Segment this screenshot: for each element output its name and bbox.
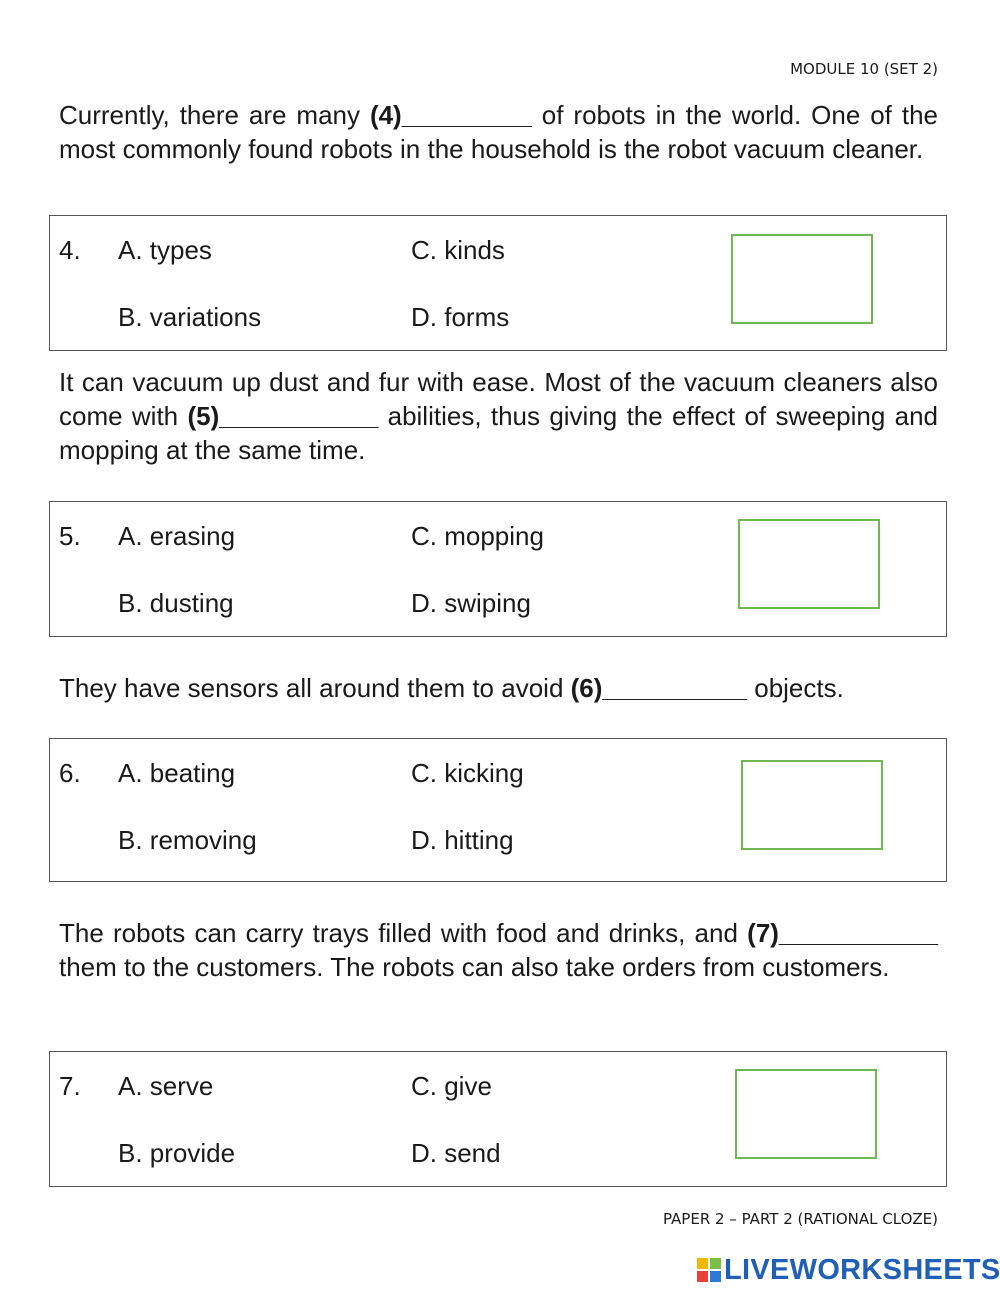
question-5-option-d[interactable]: D. swiping — [411, 588, 531, 618]
question-7-option-c[interactable]: C. give — [411, 1071, 492, 1101]
blank-6: (6)__________ — [570, 673, 748, 703]
module-label: MODULE 10 (SET 2) — [790, 60, 938, 78]
passage-2-text-before: It can vacuum up dust and fur with ease. Most of the vacuum cleaners also come with — [59, 367, 938, 431]
question-7-option-d[interactable]: D. send — [411, 1138, 501, 1168]
blank-4: (4)_________ — [369, 100, 532, 130]
question-4-box — [49, 215, 947, 351]
question-6-option-b[interactable]: B. removing — [118, 825, 257, 855]
question-7-box — [49, 1051, 947, 1187]
question-5-box — [49, 501, 947, 637]
question-6-box — [49, 738, 947, 882]
logo-block-4 — [710, 1271, 721, 1282]
question-6-number: 6. — [59, 758, 81, 788]
passage-2 — [59, 365, 938, 467]
question-5-option-b[interactable]: B. dusting — [118, 588, 234, 618]
paper-label: PAPER 2 – PART 2 (RATIONAL CLOZE) — [662, 1210, 938, 1228]
passage-1-text-after: of robots in the world. One of the most commonly found robots in the household is the robot vacuum cleaner. — [59, 100, 938, 164]
question-4-number: 4. — [59, 235, 81, 265]
passage-3 — [59, 671, 938, 705]
passage-1-text-before: Currently, there are many — [59, 100, 370, 130]
answer-box-4[interactable] — [731, 234, 873, 324]
question-7-option-b[interactable]: B. provide — [118, 1138, 236, 1168]
question-4-option-a[interactable]: A. types — [118, 235, 212, 265]
logo-blocks-icon — [697, 1258, 721, 1282]
question-5-option-a[interactable]: A. erasing — [118, 521, 236, 551]
passage-3-text-before: They have sensors all around them to avoid — [59, 673, 571, 703]
question-4-option-c[interactable]: C. kinds — [411, 235, 505, 265]
passage-4-text-after: them to the customers. The robots can also take orders from customers. — [59, 952, 890, 982]
question-5-number: 5. — [59, 521, 81, 551]
passage-4 — [59, 916, 938, 984]
logo-text: LIVEWORKSHEETS — [724, 1253, 1000, 1286]
logo-block-3 — [697, 1271, 708, 1282]
logo-block-2 — [710, 1258, 721, 1269]
passage-4-text-before: The robots can carry trays filled with food and drinks, and — [59, 918, 748, 948]
question-6-option-a[interactable]: A. beating — [118, 758, 236, 788]
question-5-option-c[interactable]: C. mopping — [411, 521, 544, 551]
liveworksheets-logo — [697, 1253, 1000, 1287]
passage-3-text-after: objects. — [747, 673, 844, 703]
question-7-number: 7. — [59, 1071, 81, 1101]
question-4-option-b[interactable]: B. variations — [118, 302, 262, 332]
passage-1 — [59, 98, 938, 166]
question-4-option-d[interactable]: D. forms — [411, 302, 510, 332]
question-6-option-c[interactable]: C. kicking — [411, 758, 524, 788]
answer-box-5[interactable] — [738, 519, 880, 609]
answer-box-6[interactable] — [741, 760, 883, 850]
blank-5: (5)___________ — [187, 401, 379, 431]
question-6-option-d[interactable]: D. hitting — [411, 825, 514, 855]
passage-2-text-after: abilities, thus giving the effect of sweeping and mopping at the same time. — [59, 401, 939, 465]
question-7-option-a[interactable]: A. serve — [118, 1071, 214, 1101]
logo-block-1 — [697, 1258, 708, 1269]
answer-box-7[interactable] — [735, 1069, 877, 1159]
blank-7: (7)___________ — [747, 918, 938, 948]
